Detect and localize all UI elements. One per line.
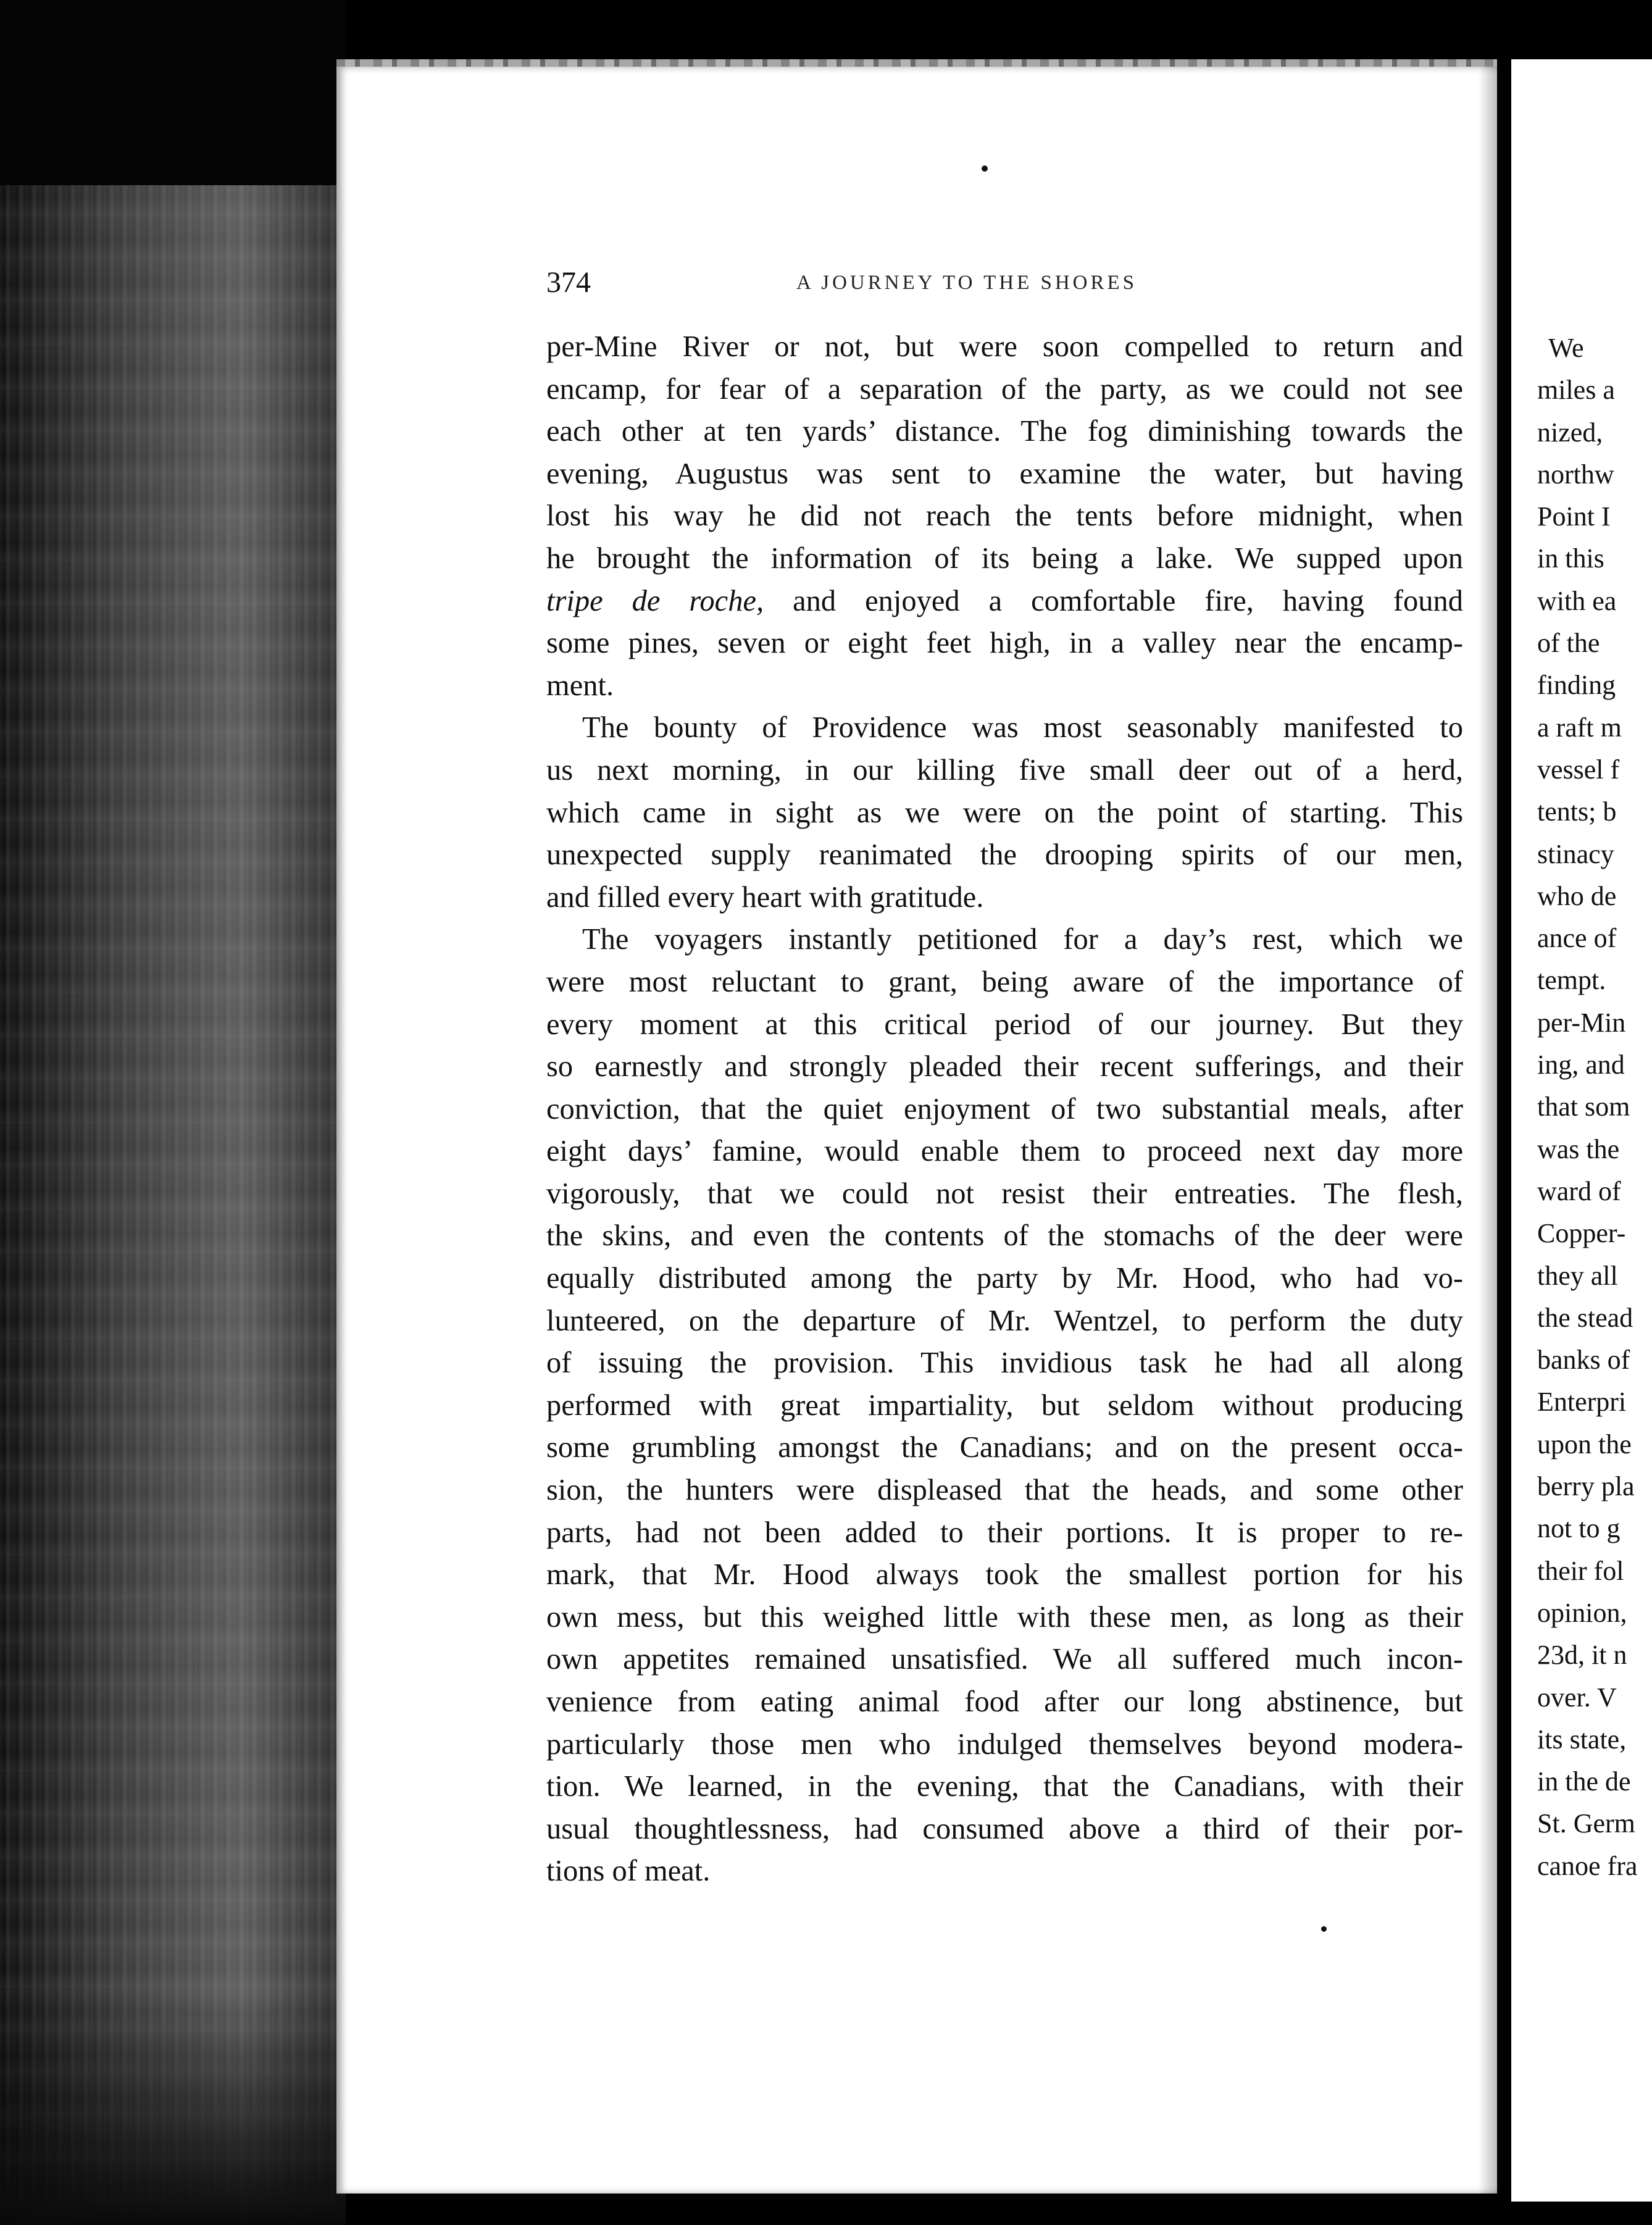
facing-line: not to g: [1537, 1513, 1621, 1544]
text-line: each other at ten yards’ distance. The fog diminishing towards the: [546, 415, 1463, 448]
text-line: which came in sight as we were on the point of starting. This: [546, 796, 1463, 829]
body-text: [546, 326, 1463, 1893]
binding-shadow-bottom: [0, 1994, 346, 2225]
facing-line: per-Min: [1537, 1007, 1626, 1038]
facing-line: canoe fra: [1537, 1850, 1638, 1881]
text-line: usual thoughtlessness, had consumed above a third of their por-: [546, 1812, 1463, 1845]
facing-line: with ea: [1537, 585, 1617, 616]
text-line: particularly those men who indulged themselves beyond modera-: [546, 1727, 1463, 1761]
facing-line: finding: [1537, 670, 1616, 701]
text-line: some pines, seven or eight feet high, in a valley near the encamp-: [546, 627, 1463, 660]
text-line: venience from eating animal food after our long abstinence, but: [546, 1685, 1463, 1718]
facing-line: miles a: [1537, 375, 1615, 406]
facing-line: ward of: [1537, 1175, 1621, 1206]
paragraph-1: [546, 326, 1463, 707]
facing-line: Enterpri: [1537, 1387, 1627, 1417]
page-speck-bottom: [1321, 1926, 1327, 1932]
facing-line: 23d, it n: [1537, 1640, 1627, 1671]
text-line: mark, that Mr. Hood always took the smallest portion for his: [546, 1558, 1463, 1592]
text-line: equally distributed among the party by Mr. Hood, who had vo-: [546, 1262, 1463, 1295]
facing-line: in the de: [1537, 1766, 1631, 1797]
text-line: parts, had not been added to their portions. It is proper to re-: [546, 1516, 1463, 1549]
facing-line: upon the: [1537, 1429, 1632, 1459]
text-line: lost his way he did not reach the tents before midnight, when: [546, 499, 1463, 533]
facing-line: stinacy: [1537, 838, 1614, 869]
facing-line: nized,: [1537, 417, 1603, 448]
text-line: performed with great impartiality, but seldom without producing: [546, 1388, 1463, 1422]
text-line: conviction, that the quiet enjoyment of two substantial meals, after: [546, 1092, 1463, 1125]
page-speck-top: [982, 165, 988, 172]
italic-phrase: tripe de roche,: [546, 584, 764, 617]
facing-line: northw: [1537, 459, 1614, 490]
facing-line: tempt.: [1537, 965, 1606, 996]
facing-line: Point I: [1537, 501, 1611, 532]
text-line: lunteered, on the departure of Mr. Wentzel, to perform the duty: [546, 1304, 1463, 1337]
text-line: own appetites remained unsatisfied. We all suffered much incon-: [546, 1643, 1463, 1676]
facing-line: ance of: [1537, 923, 1617, 954]
facing-line: the stead: [1537, 1302, 1633, 1333]
page-number: 374: [546, 266, 591, 299]
facing-line: was the: [1537, 1133, 1620, 1164]
facing-line: of the: [1537, 628, 1600, 659]
text-line: own mess, but this weighed little with these men, as long as their: [546, 1600, 1463, 1634]
facing-line: over. V: [1537, 1682, 1617, 1713]
text-line: were most reluctant to grant, being aware of the importance of: [546, 965, 1463, 998]
paragraph-2: [546, 707, 1463, 919]
text-line: ment.: [546, 669, 614, 702]
text-line: The bounty of Providence was most seasonably manifested to: [582, 711, 1463, 745]
facing-line: that som: [1537, 1092, 1630, 1122]
facing-line: vessel f: [1537, 754, 1620, 785]
text-line: evening, Augustus was sent to examine the water, but having: [546, 457, 1463, 490]
book-binding: [0, 0, 346, 2225]
paragraph-3: [546, 919, 1463, 1893]
text-line: us next morning, in our killing five small deer out of a herd,: [546, 753, 1463, 787]
text-line: so earnestly and strongly pleaded their recent sufferings, and their: [546, 1050, 1463, 1083]
text-line: sion, the hunters were displeased that the heads, and some other: [546, 1474, 1463, 1507]
text-line-rest: and enjoyed a comfortable fire, having found: [764, 584, 1463, 617]
text-line: the skins, and even the contents of the stomachs of the deer were: [546, 1219, 1463, 1253]
text-line: per-Mine River or not, but were soon compelled to return and: [546, 330, 1463, 363]
facing-line: ing, and: [1537, 1050, 1625, 1080]
facing-line: opinion,: [1537, 1597, 1627, 1628]
binding-shadow-top: [0, 0, 346, 185]
text-line: he brought the information of its being a lake. We supped upon: [546, 541, 1463, 575]
running-head: [546, 265, 1463, 303]
text-line: The voyagers instantly petitioned for a day’s rest, which we: [582, 923, 1463, 956]
facing-line: its state,: [1537, 1724, 1627, 1755]
text-line: some grumbling amongst the Canadians; and on the present occa-: [546, 1431, 1463, 1464]
text-line: every moment at this critical period of our journey. But they: [546, 1008, 1463, 1041]
facing-line: who de: [1537, 880, 1617, 911]
text-line-italic: [546, 580, 1463, 623]
text-line: tions of meat.: [546, 1855, 711, 1888]
text-line: unexpected supply reanimated the drooping spirits of our men,: [546, 838, 1463, 872]
facing-line: they all: [1537, 1260, 1618, 1291]
facing-line: their fol: [1537, 1555, 1624, 1586]
text-line: and filled every heart with gratitude.: [546, 880, 984, 914]
text-line: tion. We learned, in the evening, that the Canadians, with their: [546, 1770, 1463, 1803]
text-line: encamp, for fear of a separation of the party, as we could not see: [546, 372, 1463, 406]
facing-line: St. Germ: [1537, 1808, 1635, 1839]
text-line: vigorously, that we could not resist their entreaties. The flesh,: [546, 1177, 1463, 1210]
facing-line: banks of: [1537, 1345, 1630, 1375]
facing-line: tents; b: [1537, 796, 1617, 827]
facing-line: Copper-: [1537, 1218, 1626, 1249]
text-line: of issuing the provision. This invidious task he had all along: [546, 1346, 1463, 1380]
facing-line: berry pla: [1537, 1471, 1635, 1502]
running-head-title: A JOURNEY TO THE SHORES: [796, 272, 1138, 294]
facing-line: in this: [1537, 543, 1604, 574]
facing-page-text: [1537, 327, 1652, 1887]
facing-line: a raft m: [1537, 712, 1622, 743]
text-line: eight days’ famine, would enable them to proceed next day more: [546, 1135, 1463, 1168]
facing-line: We: [1548, 333, 1584, 363]
